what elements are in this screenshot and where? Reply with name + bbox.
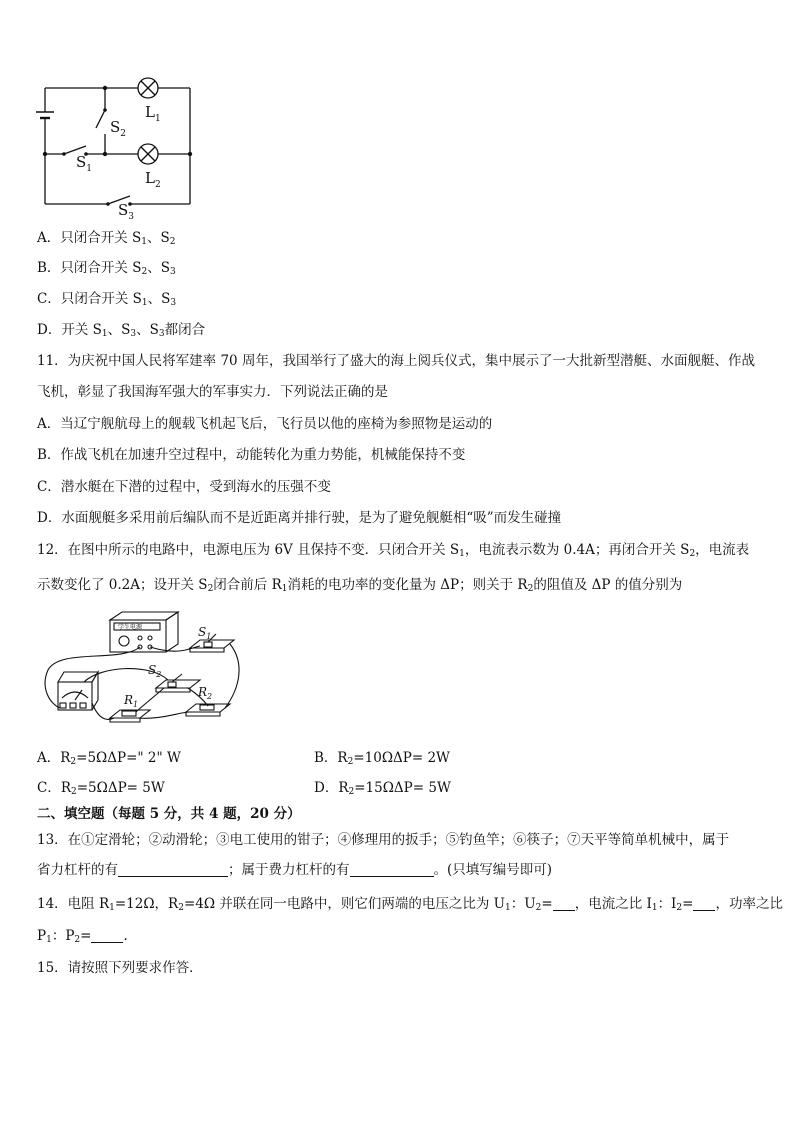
fig-label-s1: $S_1$	[198, 625, 212, 641]
q11-option-b: B．作战飞机在加速升空过程中，动能转化为重力势能，机械能保持不变	[37, 447, 466, 463]
fig-label-r2: $R_2$	[198, 685, 213, 701]
q14-blank-current[interactable]	[693, 896, 715, 911]
label-l1: $L_1$	[145, 103, 161, 124]
q11-option-c: C．潜水艇在下潜的过程中，受到海水的压强不变	[37, 479, 331, 495]
q10-option-d: D．开关 $S_1$、$S_3$、$S_3$都闭合	[37, 322, 206, 339]
q14-blank-voltage[interactable]	[553, 896, 575, 911]
q13-blank-2[interactable]	[350, 862, 434, 877]
q12-option-a: A．$R_2=5\Omega\Delta P=$" 2" W	[37, 750, 181, 767]
q14-line1: 14．电阻 $R_1=12\Omega$，$R_2=4\Omega$ 并联在同一电路中，则它们两端的电压之比为 $U_1$：$U_2=$ ，电流之比 $I_1$：$I_2=$ ，功率之比	[37, 896, 783, 913]
q15-text: 15．请按照下列要求作答．	[37, 960, 203, 976]
label-s3: $S_3$	[118, 201, 135, 222]
q10-option-c: C．只闭合开关 $S_1$、$S_3$	[37, 291, 177, 308]
q13-line2: 省力杠杆的有 ；属于费力杠杆的有 。(只填写编号即可)	[37, 862, 553, 878]
q12-option-b: B．$R_2=10\Omega\Delta P= 2W$	[314, 750, 450, 767]
q12-stem: 12．在图中所示的电路中，电源电压为 6V 且保持不变．只闭合开关 $S_1$，电流表示数为 0.4A；再闭合开关 $S_2$，电流表示数变化了 0.2A；设开关 $S_2$闭合前后 $R_1$消耗的电功率的变化量为 ΔP；则关于 $R_2$的阻值及 ΔP 的值分别为	[37, 542, 750, 594]
fig-power-label: 学生电源	[118, 624, 143, 631]
label-s2: $S_2$	[110, 118, 127, 139]
q10-option-a: A．只闭合开关 $S_1$、$S_2$	[37, 230, 176, 247]
q13-line1: 13．在①定滑轮；②动滑轮；③电工使用的钳子；④修理用的扳手；⑤钓鱼竿；⑥筷子；⑦天平等简单机械中，属于	[37, 832, 730, 848]
circuit-diagram-1	[30, 72, 210, 222]
section-heading-fill-in: 二、填空题（每题 5 分，共 4 题，20 分）	[37, 806, 301, 822]
q13-blank-1[interactable]	[118, 862, 228, 877]
q11-option-d: D．水面舰艇多采用前后编队而不是近距离并排行驶，是为了避免舰艇相“吸”而发生碰撞	[37, 510, 562, 526]
q14-line2: $P_1$：$P_2=$ .	[37, 928, 128, 945]
label-l2: $L_2$	[145, 169, 161, 190]
q11-option-a: A．当辽宁舰航母上的舰载飞机起飞后，飞行员以他的座椅为参照物是运动的	[37, 416, 493, 432]
label-s1: $S_1$	[76, 153, 93, 174]
circuit-apparatus-figure	[40, 608, 250, 736]
q12-option-c: C．$R_2=5\Omega\Delta P= 5W$	[37, 780, 165, 797]
q10-option-b: B．只闭合开关 $S_2$、$S_3$	[37, 260, 176, 277]
q14-blank-power[interactable]	[91, 928, 123, 943]
fig-label-s2: $S_2$	[148, 663, 162, 679]
q12-option-d: D．$R_2=15\Omega\Delta P= 5W$	[314, 780, 451, 797]
fig-label-r1: $R_1$	[124, 693, 139, 709]
q11-stem: 11．为庆祝中国人民将军建率 70 周年，我国举行了盛大的海上阅兵仪式，集中展示了一大批新型潜艇、水面舰艇、作战飞机，彰显了我国海军强大的军事实力．下列说法正确的是	[37, 353, 755, 400]
